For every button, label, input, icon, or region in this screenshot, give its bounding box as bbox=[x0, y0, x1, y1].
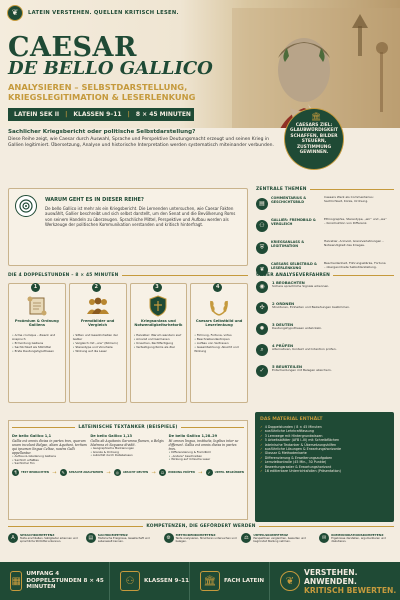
puzzle-icon: ✣ bbox=[256, 302, 268, 314]
footer-scope: ▦ UMFANG 4 DOPPELSTUNDEN 8 × 45 MINUTEN bbox=[0, 562, 110, 600]
students-icon: ⚇ bbox=[120, 571, 140, 591]
page-subtitle: DE BELLO GALLICO bbox=[8, 58, 213, 79]
text-icon: ¶ bbox=[12, 469, 19, 476]
central-topics bbox=[256, 186, 394, 281]
method-step: ⌕ 4 PRÜFEN Alternativen, Kontext und Intention prüfen. bbox=[256, 344, 394, 363]
target-icon bbox=[15, 195, 37, 217]
competency-item: ⚙ METHODENKOMPETENZ Texte analysieren, Strukturen untersuchen und belegen. bbox=[164, 533, 239, 544]
lessons bbox=[8, 272, 248, 403]
lesson-card: 2 Fremdbilder und Vergleich • Sitten und Gewohnheiten der Gallier • Vergleich mit „uns“ (Römern) • Stereotype und Vorurteile • Wirkung auf die Leser bbox=[69, 283, 127, 403]
eye-icon: ◉ bbox=[256, 281, 268, 293]
competency-item: ⚖ URTEILSKOMPETENZ Perspektiven vergleichen, bewerten und begründet Stellung nehmen. bbox=[241, 533, 316, 544]
method-step: ✓ 5 BEURTEILEN Entscheidungen mit Belegen absichern. bbox=[256, 365, 394, 384]
check-icon: ✓ bbox=[256, 365, 268, 377]
book-icon: ▤ bbox=[86, 533, 96, 543]
laurel-icon: ❦ bbox=[280, 571, 300, 591]
intent-icon: ◎ bbox=[115, 470, 120, 476]
level-band: LATEIN SEK II | KLASSEN 9–11 | 8 × 45 MINUTEN bbox=[8, 108, 194, 121]
gear-icon: ⚙ bbox=[164, 533, 174, 543]
intro-question: Sachlicher Kriegsbericht oder politische Selbstdarstellung? bbox=[8, 129, 196, 135]
chat-icon: ✉ bbox=[319, 533, 329, 543]
intro-text: Diese Reihe zeigt, wie Caesar durch Auswahl, Sprache und Perspektive Deutungsmacht erzeugt und seinen Krieg in Gallien legitimiert. Übersetzung, Analyse und historische Interpretation werden systematisch miteinander verbunden. bbox=[8, 137, 274, 148]
goal-badge: 🏛 CAESARS ZIEL: GLAUBWÜRDIGKEIT SCHAFFEN, BILDER STEUERN, ZUSTIMMUNG GEWINNEN. bbox=[284, 108, 344, 170]
laurel-seal-icon: ❦ bbox=[7, 5, 23, 21]
analysis-method bbox=[256, 273, 394, 384]
temple-icon: 🏛 bbox=[200, 571, 220, 591]
footer-subject: 🏛 FACH LATEIN bbox=[190, 562, 270, 600]
topic-item: ❦ CAESARS SELBSTBILD & LESERLENKUNG Bescheidenheit, Führungsstärke, Fortuna – übergeordnete Selbstdarstellung. bbox=[256, 262, 394, 281]
topic-line: ANALYSIEREN – SELBSTDARSTELLUNG, KRIEGSLEGITIMATION & LESERLENKUNG bbox=[8, 82, 196, 102]
competency-item: ▤ SACHKOMPETENZ Historische Ereignisse, Gesellschaft und Lebenswelt kennen. bbox=[86, 533, 161, 544]
method-step: ◉ 1 BEOBACHTEN Sichere sprachliche Signale erkennen. bbox=[256, 281, 394, 300]
method-step: ✹ 3 DEUTEN Deutungshypothesen entwickeln. bbox=[256, 323, 394, 342]
competencies-title: KOMPETENZEN, DIE GEFÖRDERT WERDEN bbox=[146, 524, 256, 529]
calendar-icon: ▦ bbox=[10, 571, 22, 591]
scale-icon: ⚖ bbox=[241, 533, 251, 543]
shield-icon bbox=[134, 293, 184, 319]
method-step: ✣ 2 ORDNEN Strukturen, Einheiten und Beziehungen bestimmen. bbox=[256, 302, 394, 321]
laurel-wreath-icon bbox=[194, 293, 244, 319]
language-icon: A bbox=[8, 533, 18, 543]
intro bbox=[8, 129, 278, 149]
effect-icon: ⚖ bbox=[160, 470, 165, 476]
topic-item: ⛨ KRIEGSANLASS & LEGITIMATION Helvetier, Ariovist, Grenzverletzungen – Notwendigkeit des Krieges. bbox=[256, 240, 394, 259]
helmet-icon: ⛨ bbox=[256, 242, 268, 254]
anchor-col: De bello Gallico 1,28–29 Hi omnes lingua, institutis, legibus inter se differunt. Gallia est omnis divisa in partes tres. • Differenzierung & Fremdbild • „Andere“ beschreiben • Wirkung auf römische Leser bbox=[169, 434, 244, 466]
competency-item: A SPRACHKOMPETENZ Texte erschließen, Satzglieder erkennen und sprachliche Stilmittel erkennen. bbox=[8, 533, 83, 544]
book-icon: ▤ bbox=[256, 198, 268, 210]
anchors-title: LATEINISCHE TEXTANKER (BEISPIELE) bbox=[78, 425, 178, 430]
judgement-icon: ✓ bbox=[207, 470, 211, 476]
competency-item: ✉ KOMMUNIKATIONSKOMPETENZ Ergebnisse darstellen, argumentieren und diskutieren. bbox=[319, 533, 394, 544]
topics-title: ZENTRALE THEMEN bbox=[256, 187, 307, 192]
magnifier-icon: ⌕ bbox=[256, 344, 268, 356]
footer-classes: ⚇ KLASSEN 9–11 bbox=[110, 562, 190, 600]
temple-icon: 🏛 bbox=[311, 112, 322, 121]
footer bbox=[0, 562, 400, 600]
level-classes: KLASSEN 9–11 bbox=[73, 111, 122, 118]
topic-item: ▤ COMMENTARIUS & GESCHICHTSBILD Caesars Werk als Commentarius: Sachlichkeit, Kürze, Ordnung. bbox=[256, 196, 394, 215]
laurel-icon: ❦ bbox=[256, 264, 268, 276]
latin-anchors bbox=[8, 420, 248, 520]
hero-banner bbox=[0, 0, 400, 128]
lesson-card: 3 Kriegsanlass und Notwendigkeitsrhetorik • Helvetier: Warum wandern sie? • Ariovist und Germanen • Ursachen, Rechtfertigung • Verteidigung Roms als Ziel bbox=[130, 283, 188, 403]
speech-icon: ✎ bbox=[61, 470, 65, 476]
footer-motto: ❦ VERSTEHEN. ANWENDEN. KRITISCH BEWERTEN. bbox=[270, 562, 400, 600]
page-title: CAESAR bbox=[8, 32, 137, 63]
level-duration: 8 × 45 MINUTEN bbox=[135, 111, 191, 118]
lesson-card: 4 Caesars Selbstbild und Leserlenkung • Führung, Fortuna, virtus • Beschreibendentropen • Aufbau von Vertrauen • Gesamtwirkung: Absicht und Wirkung bbox=[190, 283, 248, 403]
analysis-flow: ¶ TEXT BEOBACHTEN → ✎ SPRACHE ANALYSIEREN → ◎ ABSICHT DEUTEN → ⚖ WIRKUNG PRÜFEN → ✓ URTEIL BEGRÜNDEN bbox=[12, 469, 244, 476]
why-title: WARUM GEHT ES IN DIESER REIHE? bbox=[45, 197, 144, 203]
anchor-col: De bello Gallico 1,13 Gallis ab Aquitanis Garumna flumen, a Belgis Matrona et Sequana dividit. • Geographische Markierungen • Grenze & Ordnung • Autorität durch Detailwissen bbox=[90, 434, 165, 466]
why-text: De bello Gallico ist mehr als ein Kriegsbericht. Die Lernenden untersuchen, wie Caesar Fakten auswählt, Gallier beschreibt und sich selbst darstellt, um den Senat und die Bevölkerung Roms von seinem Handeln zu überzeugen. Sprachliche Mittel, Perspektive und Aufbau werden als Werkzeuge der politischen Kommunikation verstanden und kritisch hinterfragt. bbox=[45, 206, 236, 228]
method-title: UNSER ANALYSEVERFAHREN bbox=[256, 273, 331, 278]
level-subject: LATEIN SEK II bbox=[14, 111, 60, 118]
lessons-title: DIE 4 DOPPELSTUNDEN – 8 × 45 MINUTEN bbox=[8, 273, 119, 278]
lesson-card: 1 Proömium & Ordnung Galliens • Arme crumque – Zweck und Anspruch • Ermordung Galliens • Sachlichkeit als Stilmittel • Erste Deutungshypothesen bbox=[8, 283, 66, 403]
topic-item: ⚇ GALLIER: FREMDBILD & VERGLEICH Ethnographie, Stereotype, „wir“ und „sie“ – Konstruktion von Differenz. bbox=[256, 218, 394, 237]
group-icon bbox=[73, 293, 123, 319]
lightbulb-icon: ✹ bbox=[256, 323, 268, 335]
material-title: DAS MATERIAL ENTHÄLT bbox=[260, 417, 323, 422]
material-box: DAS MATERIAL ENTHÄLT ✓ 4 Doppelstunden / 8 × 45 Minuten ✓ ausführliche Lehrkraftfassung ✓ 3 Lernwege mit Hintergrundwissen ✓ 5 Arbeitsblätter (AFB I–III) mit Schreibflächen ✓ lateinische Textanker & Übersetzungshilfen ✓ ausführliche Lösungen & Erwartungshorizonte ✓ Glossar & Methodenkarte ✓ Differenzierung & Erweiterungsaufgaben ✓ Lernzielkontrolle (45 Min., 30 Punkte) ✓ Bewertungsraster & Erwartungshorizont ✓ 16 editierbare Unterrichtsfolien (Präsentation) bbox=[255, 412, 394, 522]
anchor-col: De bello Gallico 1,1 Gallia est omnis divisa in partes tres, quarum unam incolunt Belgae, aliam Aquitani, tertiam qui ipsorum lingua Celtae, nostra Galli appellantur. • Aufbau & Gliederung Galliens • Sachlich erfaßtes • Sachlicher Ton bbox=[12, 434, 87, 466]
people-icon: ⚇ bbox=[256, 220, 268, 232]
scroll-icon bbox=[12, 293, 62, 319]
why-box bbox=[8, 188, 248, 266]
competencies bbox=[8, 523, 394, 544]
tagline: LATEIN VERSTEHEN. QUELLEN KRITISCH LESEN. bbox=[28, 10, 179, 16]
